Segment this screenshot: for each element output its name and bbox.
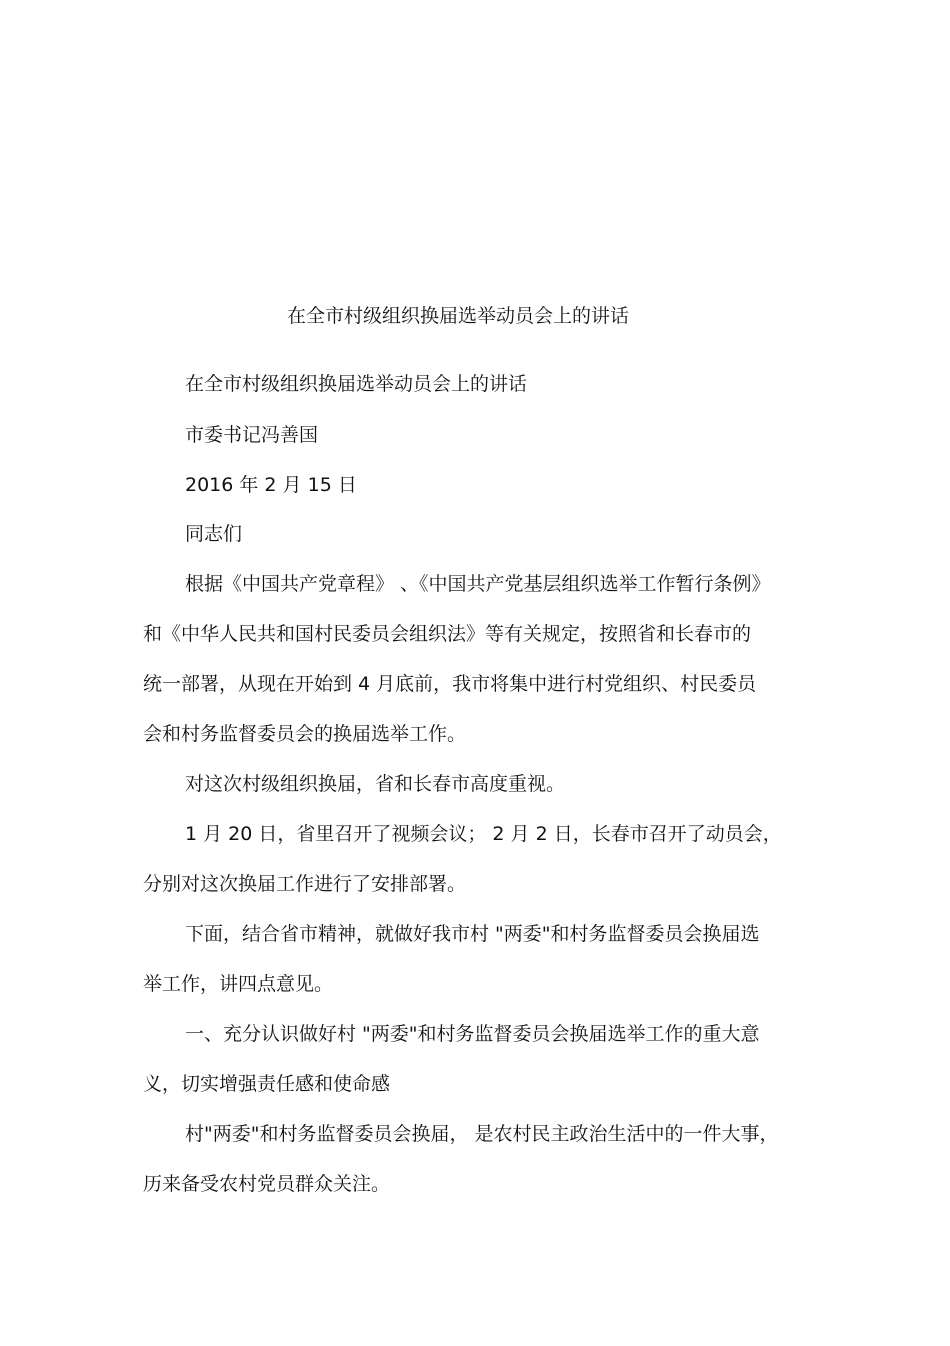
paragraph-line: 和《中华人民共和国村民委员会组织法》等有关规定，按照省和长春市的 [143,623,752,645]
paragraph-line: 村"两委"和村务监督委员会换届， 是农村民主政治生活中的一件大事， [185,1123,779,1145]
paragraph-line: 1 月 20 日，省里召开了视频会议； 2 月 2 日，长春市召开了动员会， [185,823,782,845]
document-title: 在全市村级组织换届选举动员会上的讲话 [286,305,629,327]
speaker-line: 市委书记冯善国 [185,424,319,446]
section-heading-line: 一、充分认识做好村 "两委"和村务监督委员会换届选举工作的重大意 [185,1023,760,1045]
paragraph-line: 会和村务监督委员会的换届选举工作。 [143,723,467,745]
section-heading-line: 义，切实增强责任感和使命感 [143,1073,391,1095]
paragraph-line: 分别对这次换届工作进行了安排部署。 [143,873,467,895]
speech-title-line: 在全市村级组织换届选举动员会上的讲话 [185,373,528,395]
paragraph-line: 举工作，讲四点意见。 [143,973,334,995]
salutation-line: 同志们 [185,523,243,545]
paragraph-line: 历来备受农村党员群众关注。 [143,1173,391,1195]
paragraph-line: 下面，结合省市精神，就做好我市村 "两委"和村务监督委员会换届选 [185,923,760,945]
paragraph-line: 根据《中国共产党章程》 、《中国共产党基层组织选举工作暂行条例》 [185,573,771,595]
date-line: 2016 年 2 月 15 日 [185,474,357,496]
paragraph-line: 对这次村级组织换届，省和长春市高度重视。 [185,773,566,795]
paragraph-line: 统一部署，从现在开始到 4 月底前，我市将集中进行村党组织、村民委员 [143,673,757,695]
